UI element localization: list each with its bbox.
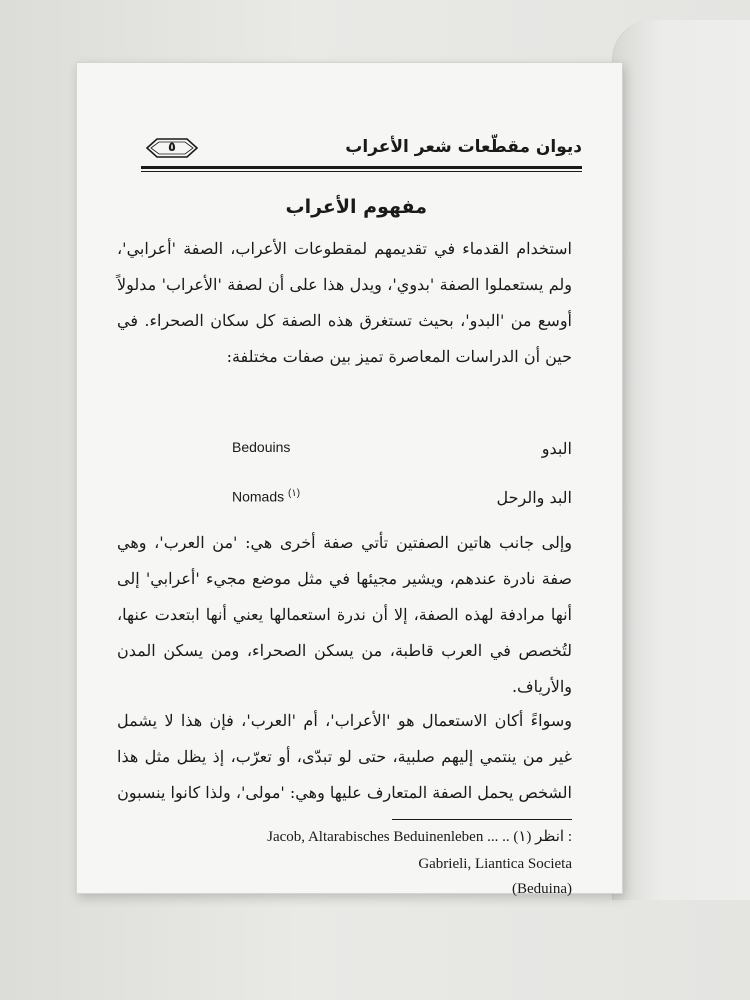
header-rule-thick <box>141 166 582 169</box>
term-arabic: البد والرحل <box>496 488 572 507</box>
header-rule-thin <box>141 171 582 172</box>
paragraph-2: وإلى جانب هاتين الصفتين تأتي صفة أخرى هي: 'من العرب'، وهي صفة نادرة عندهم، ويشير مجيئها في مثل موضع مجيء 'أعرابي' إلى أنها مرادفة لهذه الصفة، إلا أن ندرة استعمالها يعني أنها ابتعدت عنها، لتُخصص في العرب قاطبة، من يسكن الصحراء، ومن يسكن المدن والأرياف. <box>117 533 572 696</box>
paragraph-3: وسواءً أكان الاستعمال هو 'الأعراب'، أم 'العرب'، فإن هذا لا يشمل غير من ينتمي إليهم صلبية، حتى لو تبدّى، أو تعرّب، إذ يظل مثل هذا الشخص يحمل الصفة المتعارف عليها وهي: 'مولى'، ولذا كانوا ينسبون <box>117 711 572 802</box>
footnote-source-2: Gabrieli, Liantica Societa <box>418 856 572 872</box>
footnote-source-3: (Beduina) <box>512 881 572 897</box>
term-arabic: البدو <box>541 439 572 458</box>
footnote-line-1 <box>117 827 572 846</box>
paragraph-1: استخدام القدماء في تقديمهم لمقطوعات الأعراب، الصفة 'أعرابي'، ولم يستعملوا الصفة 'بدوي'، ويدل هذا على أن لصفة 'الأعراب' مدلولاً أوسع من 'البدو'، بحيث تستغرق هذه الصفة كل سكان الصحراء. في حين أن الدراسات المعاصرة تميز بين صفات مختلفة: <box>117 239 572 366</box>
term-english <box>232 439 290 455</box>
footnote-line-3 <box>117 881 572 898</box>
section-title: مفهوم الأعراب <box>285 196 427 218</box>
term-english <box>232 488 300 505</box>
page-number: ٥ <box>168 140 176 155</box>
footnote-line <box>117 827 572 846</box>
footnote-marker: (١) انظر : <box>513 829 572 845</box>
book-page <box>76 62 623 897</box>
term-english-text: Bedouins <box>232 439 291 455</box>
running-title: ديوان مقطّعات شعر الأعراب <box>345 137 582 157</box>
footnote-source: Jacob, Altarabisches Beduinenleben ... .. <box>267 829 510 845</box>
footnote-ref[interactable]: (١) <box>288 488 301 499</box>
page-number-badge <box>145 137 199 159</box>
footnote-line-2 <box>117 856 572 873</box>
term-row <box>117 488 572 518</box>
term-english-text: Nomads <box>232 488 285 505</box>
term-row <box>117 439 572 469</box>
page-header <box>137 133 582 163</box>
footnote-rule <box>392 819 572 820</box>
adjacent-page-edge <box>612 20 750 900</box>
